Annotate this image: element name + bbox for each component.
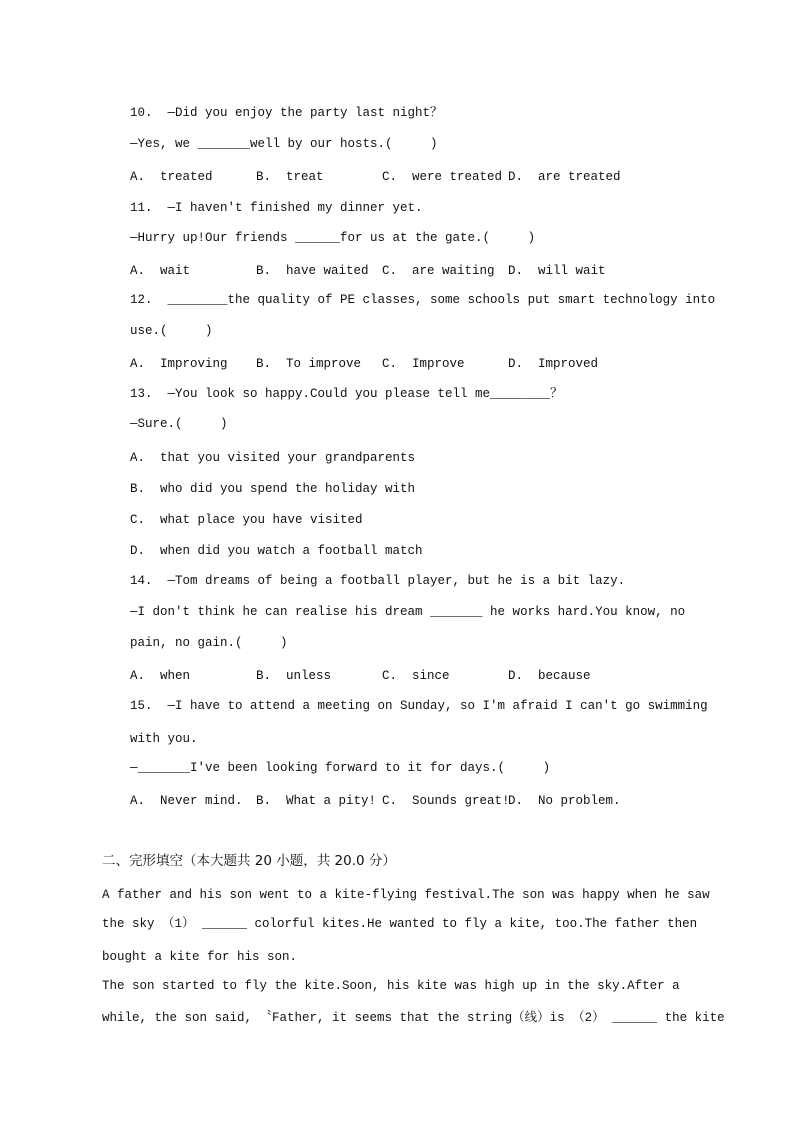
option-c[interactable]: C. were treated <box>382 170 503 184</box>
question-stem: 13. —You look so happy.Could you please tell me________？ <box>130 387 563 401</box>
option-c[interactable]: C. what place you have visited <box>130 513 363 527</box>
question-line: with you. <box>130 732 198 746</box>
passage-line: A father and his son went to a kite-flying festival.The son was happy when he saw <box>102 888 710 902</box>
option-d[interactable]: D. are treated <box>508 170 621 184</box>
option-c[interactable]: C. since <box>382 669 450 683</box>
question-line: use.( ) <box>130 324 213 338</box>
option-a[interactable]: A. Improving <box>130 357 228 371</box>
option-d[interactable]: D. Improved <box>508 357 599 371</box>
question-stem: 11. —I haven't finished my dinner yet. <box>130 201 423 215</box>
question-stem: 15. —I have to attend a meeting on Sunday, so I'm afraid I can't go swimming <box>130 699 708 713</box>
option-b[interactable]: B. unless <box>256 669 332 683</box>
option-a[interactable]: A. wait <box>130 264 191 278</box>
option-b[interactable]: B. who did you spend the holiday with <box>130 482 416 496</box>
question-line: —Hurry up!Our friends ______for us at the gate.( ) <box>130 231 536 245</box>
question-line: —_______I've been looking forward to it for days.( ) <box>130 761 551 775</box>
question-line: —Sure.( ) <box>130 417 228 431</box>
section-heading: 二、完形填空（本大题共 20 小题，共 20.0 分） <box>102 853 396 869</box>
option-b[interactable]: B. To improve <box>256 357 362 371</box>
option-a[interactable]: A. treated <box>130 170 213 184</box>
option-d[interactable]: D. will wait <box>508 264 606 278</box>
option-c[interactable]: C. are waiting <box>382 264 495 278</box>
passage-line: The son started to fly the kite.Soon, his kite was high up in the sky.After a <box>102 979 680 993</box>
option-d[interactable]: D. when did you watch a football match <box>130 544 423 558</box>
question-line: —I don't think he can realise his dream _______ he works hard.You know, no <box>130 605 686 619</box>
passage-line: the sky （1） ______ colorful kites.He wanted to fly a kite, too.The father then <box>102 917 698 931</box>
option-d[interactable]: D. because <box>508 669 591 683</box>
passage-line: while, the son said, 〝Father, it seems that the string（线）is （2） ______ the kite <box>102 1011 725 1025</box>
question-stem: 14. —Tom dreams of being a football player, but he is a bit lazy. <box>130 574 626 588</box>
option-c[interactable]: C. Improve <box>382 357 465 371</box>
question-stem: 12. ________the quality of PE classes, some schools put smart technology into <box>130 293 716 307</box>
option-c[interactable]: C. Sounds great! <box>382 794 510 808</box>
option-d[interactable]: D. No problem. <box>508 794 621 808</box>
question-stem: 10. —Did you enjoy the party last night？ <box>130 106 443 120</box>
option-b[interactable]: B. What a pity! <box>256 794 377 808</box>
passage-line: bought a kite for his son. <box>102 950 298 964</box>
question-line: pain, no gain.( ) <box>130 636 288 650</box>
option-a[interactable]: A. when <box>130 669 191 683</box>
option-b[interactable]: B. have waited <box>256 264 369 278</box>
option-a[interactable]: A. Never mind. <box>130 794 243 808</box>
question-line: —Yes, we _______well by our hosts.( ) <box>130 137 438 151</box>
option-a[interactable]: A. that you visited your grandparents <box>130 451 416 465</box>
option-b[interactable]: B. treat <box>256 170 324 184</box>
